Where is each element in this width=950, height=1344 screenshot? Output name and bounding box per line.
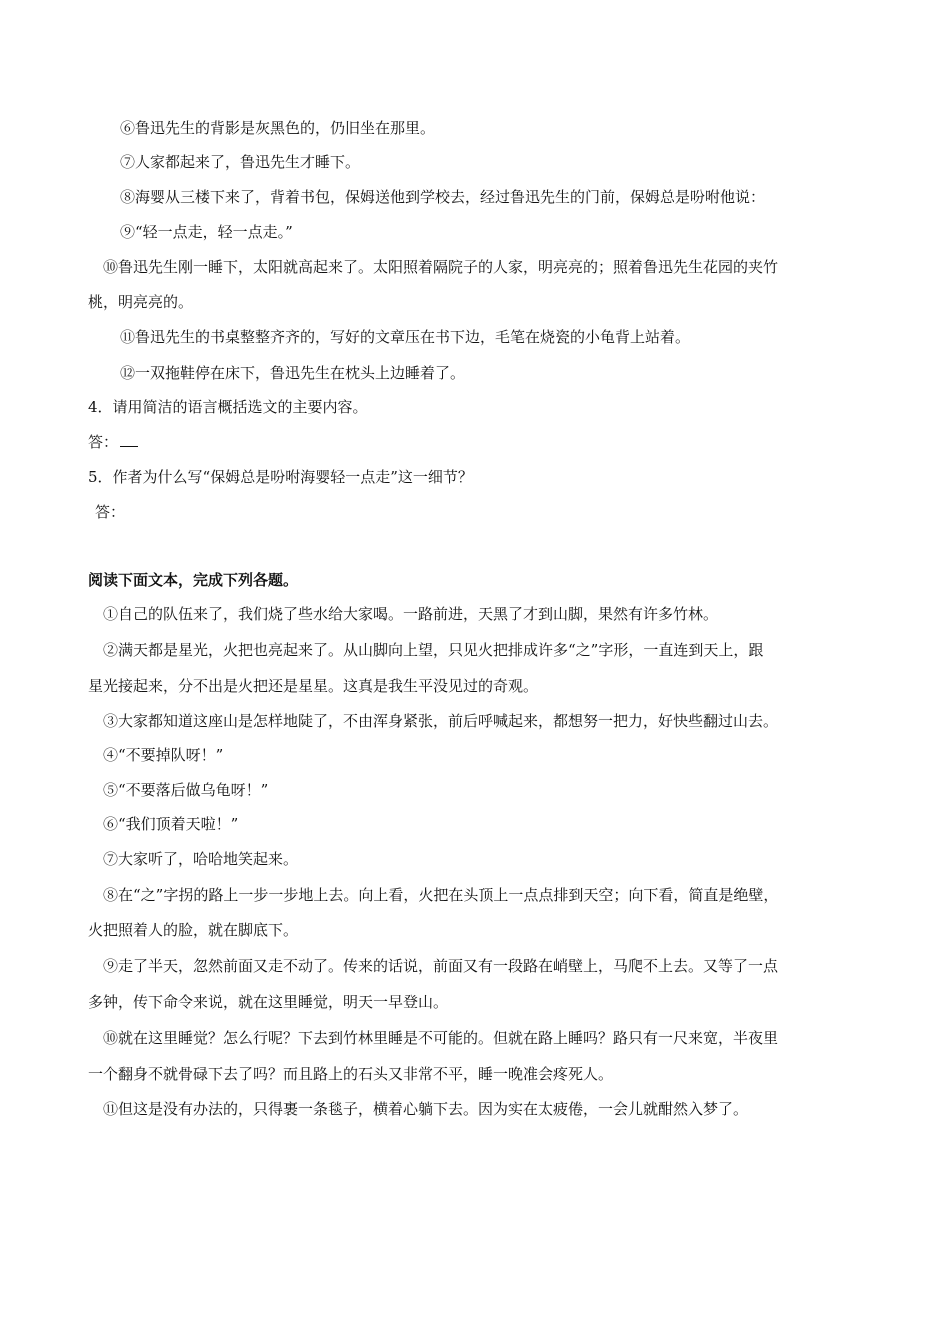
s2-paragraph-11: ⑪但这是没有办法的，只得裹一条毯子，横着心躺下去。因为实在太疲倦，一会儿就酣然入梦了。 xyxy=(103,1100,749,1118)
question-4: 4．请用简洁的语言概括选文的主要内容。 xyxy=(88,398,368,416)
s1-paragraph-10-line1: ⑩鲁迅先生刚一睡下，太阳就高起来了。太阳照着隔院子的人家，明亮亮的；照着鲁迅先生花园的夹竹 xyxy=(103,258,779,276)
s1-paragraph-10-line2: 桃，明亮亮的。 xyxy=(88,293,194,311)
s1-paragraph-11: ⑪鲁迅先生的书桌整整齐齐的，写好的文章压在书下边，毛笔在烧瓷的小龟背上站着。 xyxy=(120,328,691,346)
s2-paragraph-10-line2: 一个翻身不就骨碌下去了吗？而且路上的石头又非常不平，睡一晚准会疼死人。 xyxy=(88,1065,614,1083)
s2-paragraph-8-line2: 火把照着人的脸，就在脚底下。 xyxy=(88,921,299,939)
s2-paragraph-10-line1: ⑩就在这里睡觉？怎么行呢？下去到竹林里睡是不可能的。但就在路上睡吗？路只有一尺来宽，半夜里 xyxy=(103,1029,779,1047)
section-2-heading: 阅读下面文本，完成下列各题。 xyxy=(88,571,299,589)
s1-paragraph-8: ⑧海婴从三楼下来了，背着书包，保姆送他到学校去，经过鲁迅先生的门前，保姆总是吩咐他说： xyxy=(120,188,766,206)
s2-paragraph-7: ⑦大家听了，哈哈地笑起来。 xyxy=(103,850,299,868)
s2-paragraph-2-line2: 星光接起来，分不出是火把还是星星。这真是我生平没见过的奇观。 xyxy=(88,677,539,695)
s2-paragraph-3: ③大家都知道这座山是怎样地陡了，不由浑身紧张，前后呼喊起来，都想努一把力，好快些翻过山去。 xyxy=(103,712,779,730)
s2-paragraph-2-line1: ②满天都是星光，火把也亮起来了。从山脚向上望，只见火把排成许多“之”字形，一直连到天上，跟 xyxy=(103,641,764,659)
answer-4[interactable] xyxy=(88,432,138,452)
answer-5[interactable]: 答： xyxy=(95,503,126,521)
answer-4-label: 答： xyxy=(88,433,119,451)
s2-paragraph-8-line1: ⑧在“之”字拐的路上一步一步地上去。向上看，火把在头顶上一点点排到天空；向下看，简直是绝壁， xyxy=(103,886,779,904)
s1-paragraph-9: ⑨“轻一点走，轻一点走。” xyxy=(120,223,293,241)
s2-paragraph-4: ④“不要掉队呀！” xyxy=(103,746,224,764)
s1-paragraph-7: ⑦人家都起来了，鲁迅先生才睡下。 xyxy=(120,153,361,171)
s2-paragraph-9-line1: ⑨走了半天，忽然前面又走不动了。传来的话说，前面又有一段路在峭壁上，马爬不上去。又等了一点 xyxy=(103,957,779,975)
question-5: 5．作者为什么写“保姆总是吩咐海婴轻一点走”这一细节？ xyxy=(88,468,473,486)
s1-paragraph-6: ⑥鲁迅先生的背影是灰黑色的，仍旧坐在那里。 xyxy=(120,119,436,137)
s2-paragraph-9-line2: 多钟，传下命令来说，就在这里睡觉，明天一早登山。 xyxy=(88,993,449,1011)
s1-paragraph-12: ⑫一双拖鞋停在床下，鲁迅先生在枕头上边睡着了。 xyxy=(120,364,466,382)
s2-paragraph-6: ⑥“我们顶着天啦！” xyxy=(103,815,239,833)
s2-paragraph-5: ⑤“不要落后做乌龟呀！” xyxy=(103,781,269,799)
s2-paragraph-1: ①自己的队伍来了，我们烧了些水给大家喝。一路前进，天黑了才到山脚，果然有许多竹林。 xyxy=(103,605,719,623)
answer-4-blank[interactable] xyxy=(120,432,138,447)
